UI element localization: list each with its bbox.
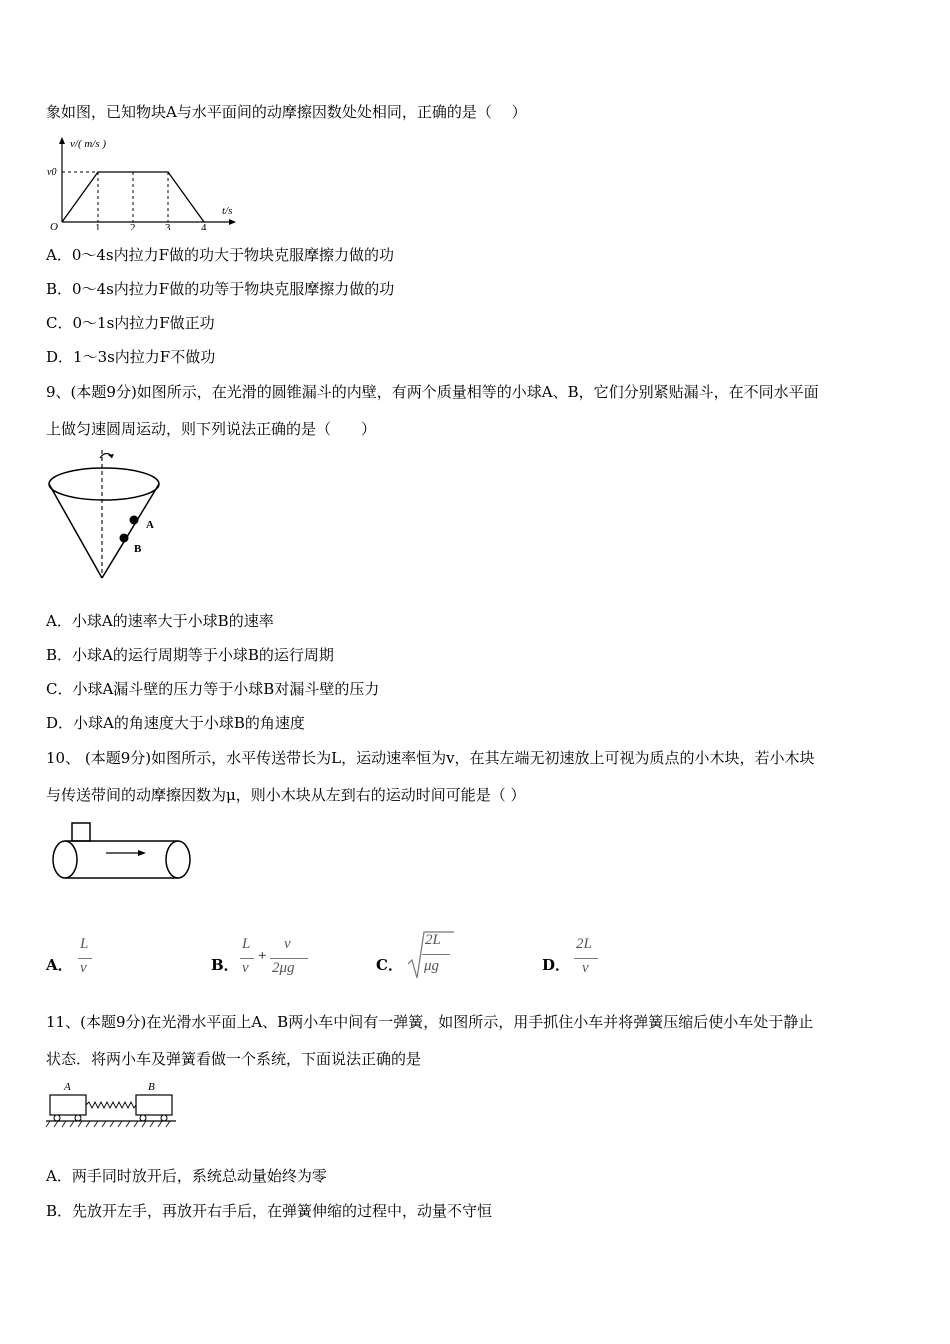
graph-tick: 1 [95,222,101,230]
q11-stem-line1: 11、(本题9分)在光滑水平面上A、B两小车中间有一弹簧，如图所示，用手抓住小车并将弹簧压缩后使小车处于静止 [46,1013,814,1031]
frac-denominator: 2μg [272,960,295,976]
q8-option-a: A．0～4s内拉力F做的功大于物块克服摩擦力做的功 [46,246,395,264]
ball-b-label: B [134,543,142,555]
q11-stem-line2: 状态．将两小车及弹簧看做一个系统，下面说法正确的是 [46,1050,422,1068]
conveyor-belt-figure [50,820,196,884]
q10-option-c-label: C． [376,956,403,974]
graph-xlabel: t/s [222,205,233,217]
frac-numerator: L [80,936,89,952]
q11-option-a: A．两手同时放开后，系统总动量始终为零 [46,1167,327,1185]
plus-sign: + [258,948,267,964]
ball-a-label: A [146,519,154,531]
q9-stem-line2: 上做匀速圆周运动，则下列说法正确的是（ ） [46,420,377,438]
q8-stem-tail: 象如图，已知物块A与水平面间的动摩擦因数处处相同，正确的是（ ） [46,103,527,121]
graph-tick: 3 [165,222,171,230]
frac-denominator: μg [424,958,440,974]
q10-option-a-frac [78,936,94,982]
cart-a-label: A [64,1081,71,1093]
q10-option-d-frac [574,936,602,982]
graph-tick: 4 [201,222,207,230]
graph-origin: O [50,221,58,230]
q9-option-d: D．小球A的角速度大于小球B的角速度 [46,714,305,732]
q10-option-b-label: B． [211,956,239,974]
frac-numerator: L [242,936,251,952]
graph-ylabel: v/( m/s ) [70,138,107,150]
q11-option-b: B．先放开左手，再放开右手后，在弹簧伸缩的过程中，动量不守恒 [46,1202,493,1220]
cart-b-label: B [148,1081,155,1093]
q9-stem-line1: 9、(本题9分)如图所示，在光滑的圆锥漏斗的内壁，有两个质量相等的小球A、B，它们分别紧贴漏斗，在不同水平面 [46,383,819,401]
frac-denominator: v [242,960,249,976]
q8-option-b: B．0～4s内拉力F做的功等于物块克服摩擦力做的功 [46,280,395,298]
cone-funnel-figure [44,446,174,582]
q10-stem-line2: 与传送带间的动摩擦因数为μ，则小木块从左到右的运动时间可能是（ ） [46,786,526,804]
q9-option-b: B．小球A的运行周期等于小球B的运行周期 [46,646,334,664]
graph-v0: v0 [47,167,57,178]
q9-option-a: A．小球A的速率大于小球B的速率 [46,612,274,630]
q8-option-c: C．0～1s内拉力F做正功 [46,314,215,332]
frac-bar [78,958,92,959]
frac-bar [240,958,254,959]
graph-tick: 2 [130,222,136,230]
frac-numerator: 2L [425,932,441,948]
q10-option-b-frac [240,936,312,982]
frac-numerator: v [284,936,291,952]
q10-stem-line1: 10、 (本题9分)如图所示，水平传送带长为L，运动速率恒为v，在其左端无初速放上可视为质点的小木块，若小木块 [46,749,815,767]
frac-bar [422,954,450,955]
frac-bar [270,958,308,959]
q8-option-d: D．1～3s内拉力F不做功 [46,348,216,366]
q10-option-a-label: A． [46,956,73,974]
q9-option-c: C．小球A漏斗壁的压力等于小球B对漏斗壁的压力 [46,680,380,698]
vt-graph [44,134,244,230]
frac-denominator: v [80,960,87,976]
frac-bar [574,958,598,959]
frac-denominator: v [582,960,589,976]
frac-numerator: 2L [576,936,592,952]
spring-carts-figure [44,1078,178,1130]
q10-option-d-label: D． [542,956,571,974]
q10-option-c-frac [420,932,452,980]
